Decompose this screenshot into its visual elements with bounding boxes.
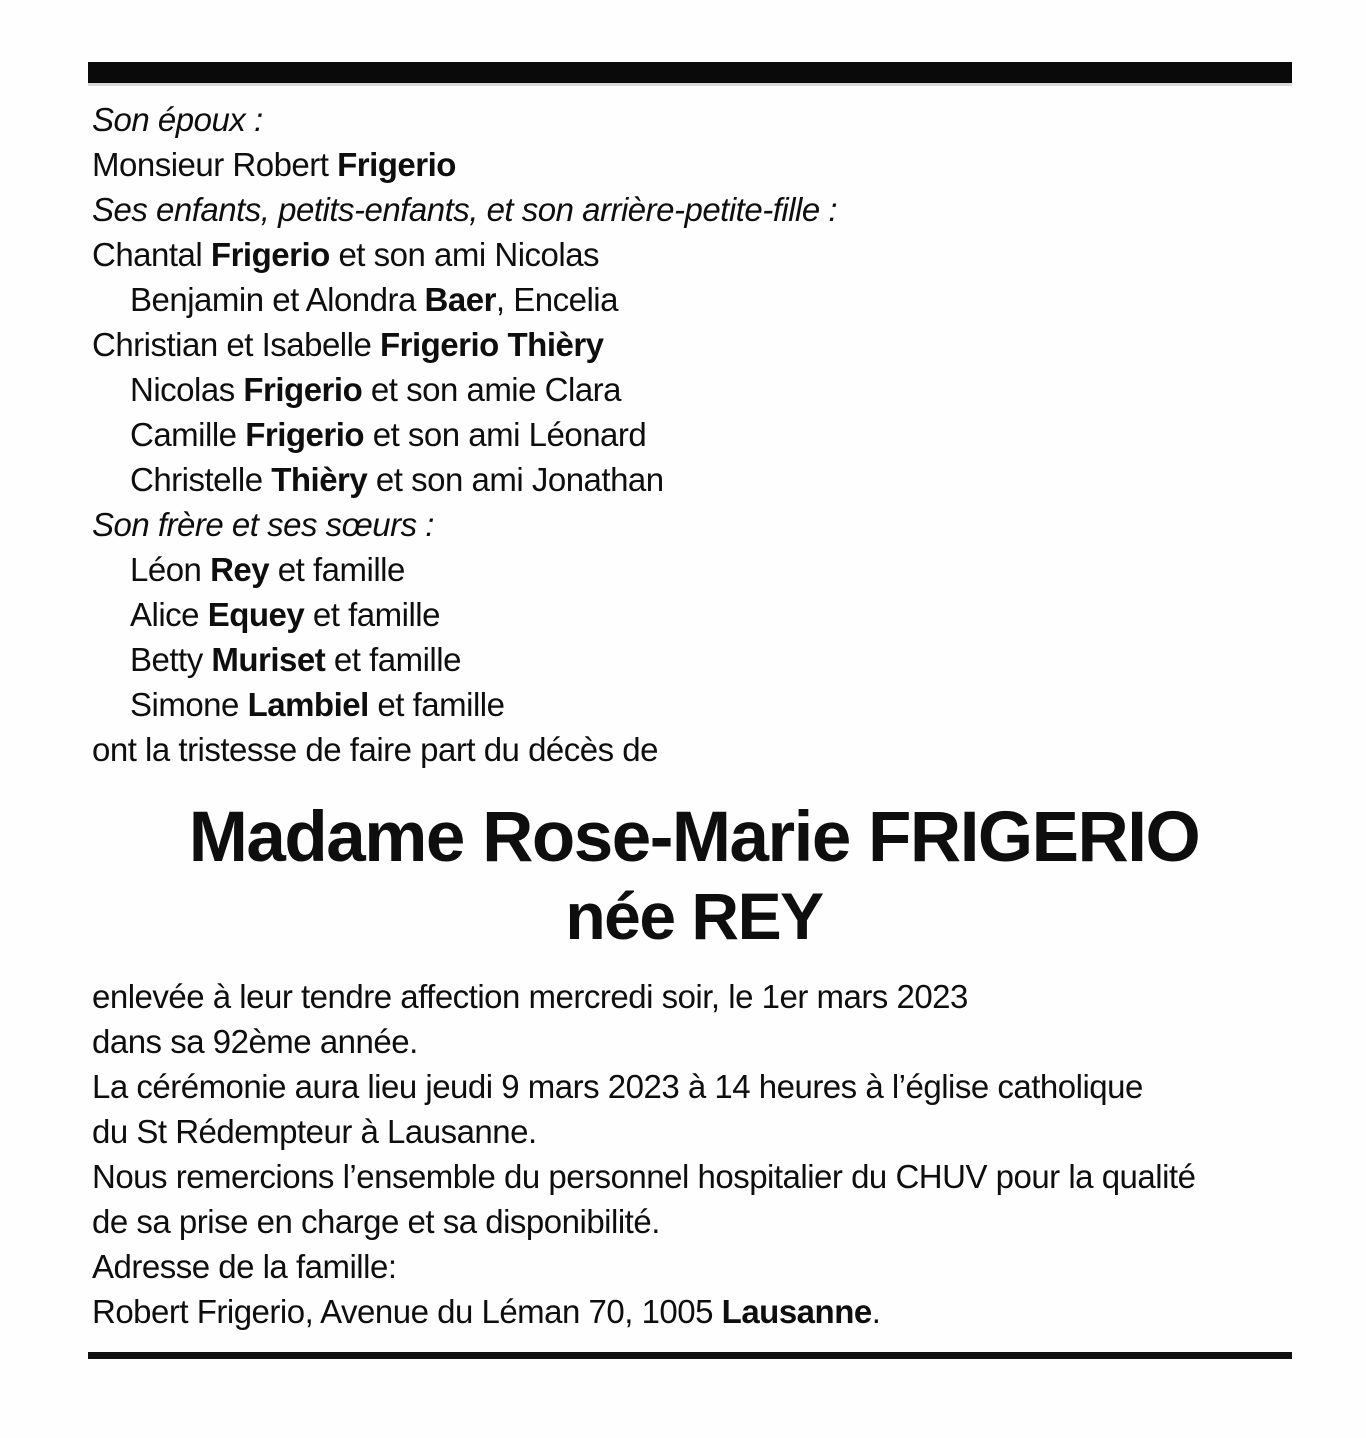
line-text: Son frère et ses sœurs : <box>92 506 434 543</box>
family-line <box>92 367 1296 412</box>
detail-line <box>92 1064 1296 1109</box>
bottom-rule <box>88 1352 1292 1359</box>
surname-bold-text: Frigerio <box>210 236 330 273</box>
line-text: et son ami Léonard <box>364 416 647 453</box>
line-text: , Encelia <box>495 281 618 318</box>
detail-line <box>92 974 1296 1019</box>
line-text: et son ami Jonathan <box>367 461 664 498</box>
line-text: et son ami Nicolas <box>329 236 600 273</box>
line-text: . <box>871 1293 881 1330</box>
line-text: Benjamin et Alondra <box>130 281 425 318</box>
surname-bold-text: Baer <box>424 281 496 318</box>
line-text: Christian et Isabelle <box>92 326 380 363</box>
line-text: Nous remercions l’ensemble du personnel hospitalier du CHUV pour la qualité <box>92 1158 1196 1195</box>
line-text: Christelle <box>130 461 272 498</box>
line-text: Léon <box>130 551 211 588</box>
line-text: Betty <box>130 641 212 678</box>
surname-bold-text: Muriset <box>211 641 326 678</box>
line-text: enlevée à leur tendre affection mercredi soir, le 1er mars 2023 <box>92 978 968 1015</box>
notice-content <box>92 97 1296 1334</box>
family-line <box>92 547 1296 592</box>
line-text: Robert Frigerio, Avenue du Léman 70, 1005 <box>92 1293 722 1330</box>
surname-bold-text: Frigerio <box>245 416 365 453</box>
line-text: Ses enfants, petits-enfants, et son arrière-petite-fille : <box>92 191 838 228</box>
line-text: et famille <box>269 551 405 588</box>
detail-line <box>92 1289 1296 1334</box>
deceased-headline <box>92 798 1296 954</box>
family-line <box>92 97 1296 142</box>
family-line <box>92 502 1296 547</box>
detail-line <box>92 1109 1296 1154</box>
top-rule <box>88 62 1292 83</box>
details-lines <box>92 974 1296 1334</box>
family-lines <box>92 97 1296 772</box>
surname-bold-text: Lausanne <box>721 1293 872 1330</box>
line-text: et famille <box>368 686 505 723</box>
deceased-maiden-name: née REY <box>565 879 823 953</box>
line-text: La cérémonie aura lieu jeudi 9 mars 2023 à 14 heures à l’église catholique <box>92 1068 1143 1105</box>
family-line <box>92 322 1296 367</box>
deceased-name: Madame Rose-Marie FRIGERIO <box>188 798 1200 877</box>
family-line <box>92 682 1296 727</box>
surname-bold-text: Frigerio <box>337 146 456 183</box>
family-line <box>92 637 1296 682</box>
family-line <box>92 457 1296 502</box>
line-text: Monsieur Robert <box>92 146 338 183</box>
line-text: Son époux : <box>92 101 263 138</box>
detail-line <box>92 1019 1296 1064</box>
line-text: et famille <box>325 641 461 678</box>
detail-line <box>92 1199 1296 1244</box>
line-text: Nicolas <box>130 371 244 408</box>
line-text: Alice <box>130 596 208 633</box>
family-line <box>92 142 1296 187</box>
family-line <box>92 187 1296 232</box>
surname-bold-text: Thièry <box>271 461 368 498</box>
line-text: du St Rédempteur à Lausanne. <box>92 1113 537 1150</box>
surname-bold-text: Frigerio Thièry <box>379 326 604 363</box>
detail-line <box>92 1244 1296 1289</box>
line-text: et famille <box>304 596 440 633</box>
line-text: dans sa 92ème année. <box>92 1023 418 1060</box>
surname-bold-text: Frigerio <box>243 371 363 408</box>
family-line <box>92 412 1296 457</box>
surname-bold-text: Lambiel <box>247 686 369 723</box>
detail-line <box>92 1154 1296 1199</box>
surname-bold-text: Rey <box>210 551 270 588</box>
family-line <box>92 232 1296 277</box>
family-line <box>92 592 1296 637</box>
family-line <box>92 277 1296 322</box>
line-text: ont la tristesse de faire part du décès de <box>92 731 659 768</box>
surname-bold-text: Equey <box>207 596 305 633</box>
line-text: Chantal <box>92 236 211 273</box>
line-text: et son amie Clara <box>362 371 622 408</box>
line-text: Simone <box>130 686 248 723</box>
line-text: de sa prise en charge et sa disponibilité. <box>92 1203 660 1240</box>
family-line <box>92 727 1296 772</box>
line-text: Camille <box>130 416 246 453</box>
line-text: Adresse de la famille: <box>92 1248 397 1285</box>
